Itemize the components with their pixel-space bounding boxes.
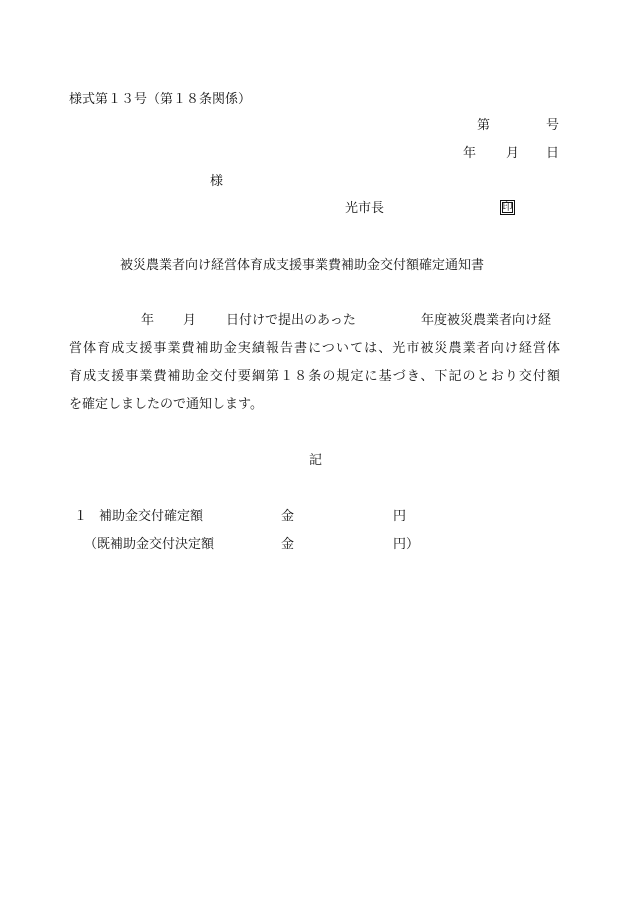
item2-kin: 金: [281, 537, 295, 552]
issuer-name: 光市長: [345, 201, 385, 216]
body-line4: を確定しましたので通知します。: [69, 397, 263, 412]
item1-kin: 金: [281, 509, 295, 524]
body-line1-month: 月: [183, 313, 197, 328]
ki-heading: 記: [309, 453, 323, 468]
body-line3: 育成支援事業費補助金交付要綱第１８条の規定に基づき、下記のとおり交付額: [69, 369, 560, 384]
item2-label: （既補助金交付決定額: [84, 537, 215, 552]
body-line2: 営体育成支援事業費補助金実績報告書については、光市被災農業者向け経営体: [69, 341, 560, 356]
item2-yen: 円）: [393, 537, 420, 552]
seal-mark: 印: [500, 200, 515, 215]
item1-number: １: [74, 509, 88, 524]
item1-yen: 円: [393, 509, 407, 524]
item1-label: 補助金交付確定額: [99, 509, 204, 524]
form-number: 様式第１３号（第１８条関係）: [69, 92, 252, 107]
date-month: 月: [506, 146, 520, 161]
body-line1-fy-text: 年度被災農業者向け経: [421, 313, 552, 328]
doc-number-prefix: 第: [477, 118, 491, 133]
body-line1-day-text: 日付けで提出のあった: [226, 313, 356, 328]
doc-number-suffix: 号: [546, 118, 560, 133]
document-title: 被災農業者向け経営体育成支援事業費補助金交付額確定通知書: [120, 258, 485, 273]
date-day: 日: [546, 146, 560, 161]
date-year: 年: [463, 146, 477, 161]
body-line1-year: 年: [141, 313, 155, 328]
addressee-suffix: 様: [210, 174, 224, 189]
